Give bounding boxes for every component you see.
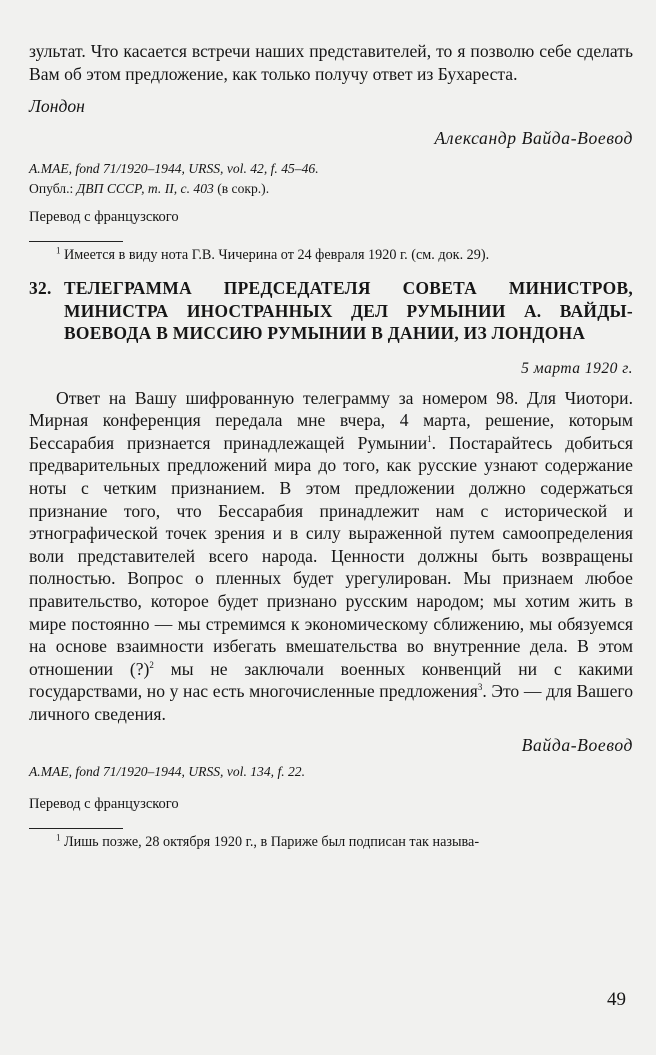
document-date: 5 марта 1920 г.	[521, 359, 633, 377]
document-heading	[29, 277, 633, 345]
footnote-ref-2: 2	[149, 659, 154, 670]
body-text-1: Ответ на Вашу шифрованную телеграмму за номером 98. Для Чиотори. Мирная конференция передала мне вчера, 4 марта, решение, которым Бессарабия признается принадлежащей Румынии	[29, 387, 633, 453]
footnote-ref-3: 3	[477, 682, 483, 693]
document-place: Лондон	[29, 96, 85, 117]
publication-ref: ДВП СССР, т. II, с. 403	[76, 181, 214, 197]
footnote-text: Имеется в виду нота Г.В. Чичерина от 24 февраля 1920 г. (см. док. 29).	[64, 247, 490, 264]
document-page	[29, 40, 633, 852]
document-footnote-divider	[29, 828, 123, 829]
previous-document-ending: зультат. Что касается встречи наших представителей, то я позволю себе сделать Вам об этом предложение, как только получу ответ из Бухареста.	[29, 41, 633, 84]
body-text-4: . Это — для Вашего личного сведения.	[29, 681, 633, 724]
document-archive-source-text: A.MAE, fond 71/1920–1944, URSS, vol. 134, f. 22.	[29, 763, 306, 779]
signature: Александр Вайда-Воевод	[434, 128, 633, 149]
document-title: ТЕЛЕГРАММА ПРЕДСЕДАТЕЛЯ СОВЕТА МИНИСТРОВ, МИНИСТРА ИНОСТРАННЫХ ДЕЛ РУМЫНИИ А. ВАЙДЫ-ВОЕВОДА В МИССИЮ РУМЫНИИ В ДАНИИ, ИЗ ЛОНДОНА	[64, 278, 633, 344]
archive-source	[29, 159, 633, 179]
archive-source-text: A.MAE, fond 71/1920–1944, URSS, vol. 42, f. 45–46.	[29, 161, 319, 177]
body-text-2: . Постарайтесь добиться предварительных предложений мира до того, как русские узнают содержание ноты с четким признанием. В этом предложении должно содержаться признание того, что Бессарабия принадлежит нам с исторической и этнографической точек зрения и в силу выраженной путем самоопределения воли представителей всего народа. Ценности должны быть возвращены полностью. Вопрос о пленных будет урегулирован. Мы признаем любое правительство, которое будет признано русским народом; мы хотим жить в мире постоянно — мы стремимся к экономическому сближению, мы обязуемся на основе взаимности избегать вмешательства во внутренние дела. В этом отношении (?)	[29, 432, 633, 679]
body-text-3: мы не заключали военных конвенций ни с какими государствами, но у нас есть многочисленные предложения	[29, 658, 633, 702]
translation-note: Перевод с французского	[29, 209, 179, 226]
publication-suffix: (в сокр.).	[217, 181, 270, 197]
footnote-mark: 1	[56, 245, 61, 256]
document-translation-note: Перевод с французского	[29, 795, 179, 812]
document-footnote	[29, 833, 633, 852]
document-archive-source	[29, 762, 633, 782]
page-number: 49	[607, 989, 626, 1010]
document-number: 32.	[29, 278, 52, 299]
publication-reference	[29, 179, 633, 199]
document-body	[29, 387, 633, 726]
footnote-divider	[29, 241, 123, 242]
footnote	[29, 246, 633, 265]
footnote-ref-1: 1	[427, 434, 432, 445]
document-signature: Вайда-Воевод	[521, 734, 633, 755]
document-footnote-mark: 1	[56, 831, 61, 842]
publication-prefix: Опубл.:	[29, 181, 74, 197]
document-footnote-text: Лишь позже, 28 октября 1920 г., в Париже был подписан так называ-	[64, 833, 480, 850]
